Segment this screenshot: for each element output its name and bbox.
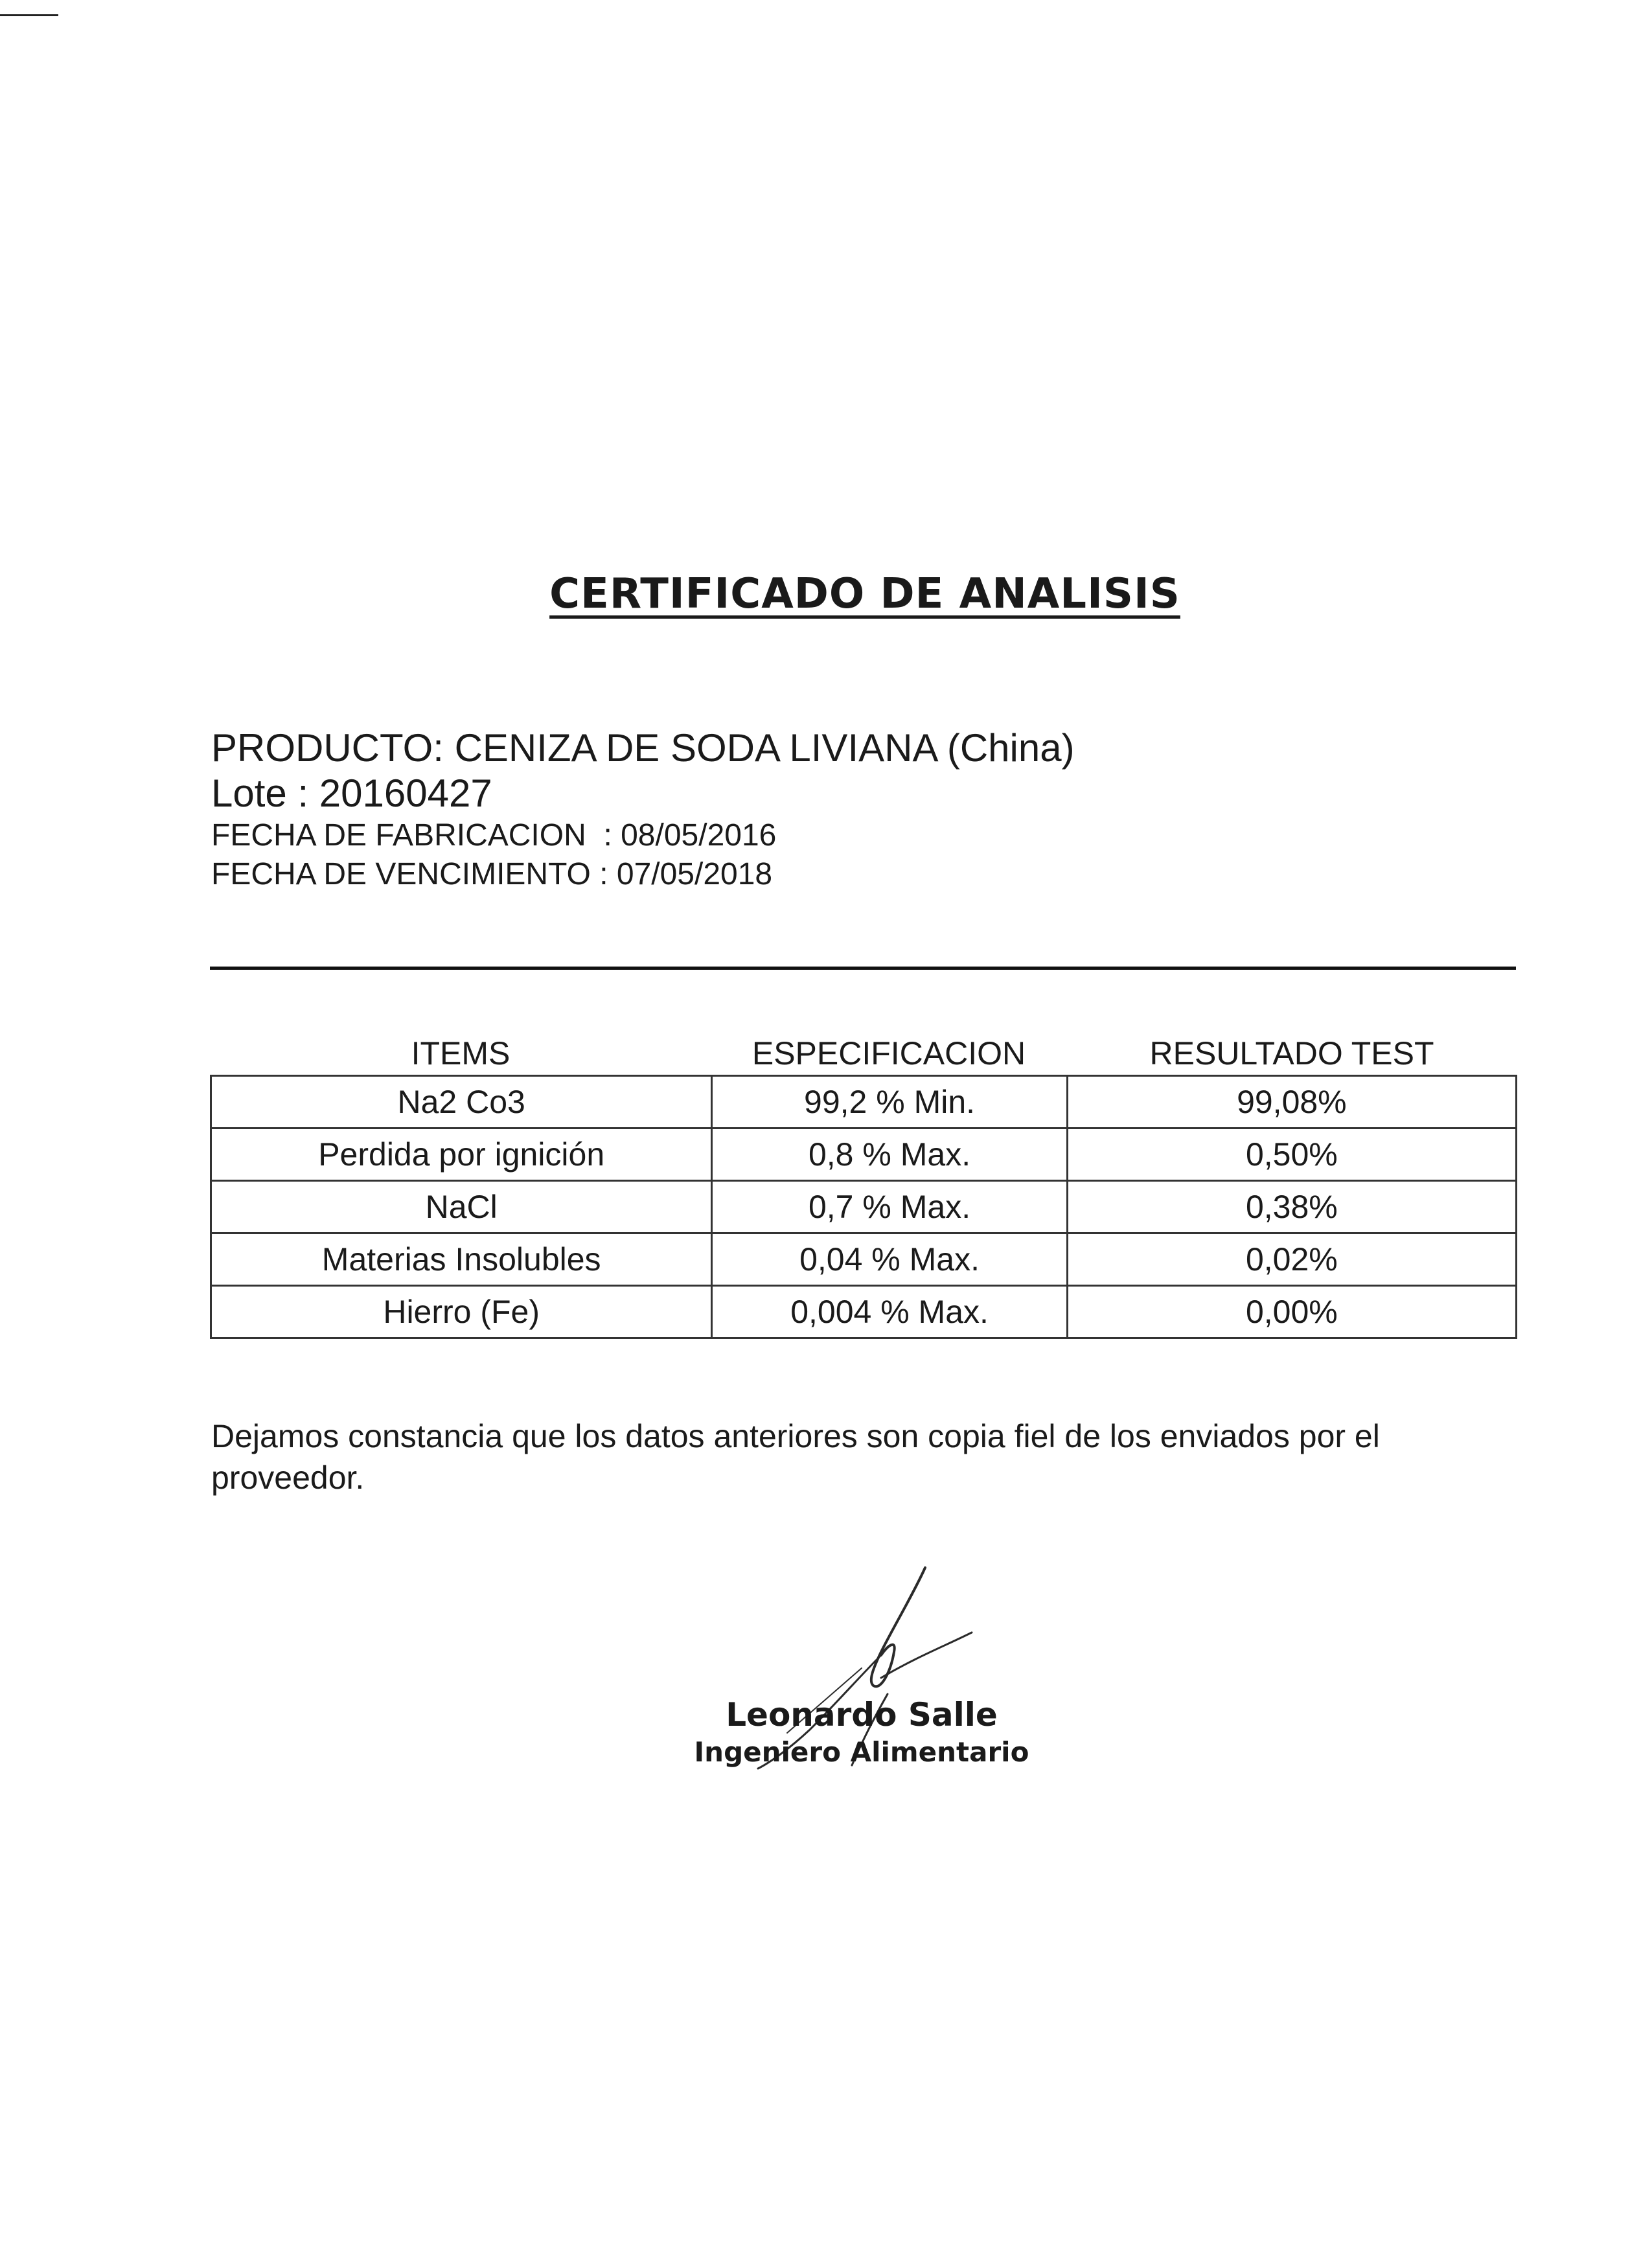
- header-items: ITEMS: [411, 1035, 511, 1071]
- supplier-statement: Dejamos constancia que los datos anteriores son copia fiel de los enviados por el proveedor.: [211, 1418, 1380, 1496]
- table-header: [210, 1027, 1517, 1075]
- table-row: [211, 1233, 1517, 1286]
- spec-cell: 0,8 % Max.: [712, 1128, 1067, 1181]
- item-cell: Materias Insolubles: [211, 1233, 712, 1286]
- spec-cell: 0,7 % Max.: [712, 1181, 1067, 1233]
- signatory-name: Leonardo Salle: [726, 1696, 998, 1734]
- analysis-grid: [210, 1075, 1517, 1339]
- result-cell: 0,50%: [1067, 1128, 1516, 1181]
- table-row: [211, 1181, 1517, 1233]
- horizontal-rule: [210, 967, 1516, 970]
- scan-edge-mark: [0, 14, 58, 16]
- table-row: [211, 1076, 1517, 1128]
- item-cell: Perdida por ignición: [211, 1128, 712, 1181]
- lot-line: Lote : 20160427: [211, 772, 492, 815]
- header-specification: ESPECIFICACION: [751, 1035, 1026, 1071]
- spec-cell: 0,04 % Max.: [712, 1233, 1067, 1286]
- item-cell: NaCl: [211, 1181, 712, 1233]
- table-row: [211, 1286, 1517, 1338]
- spec-cell: 0,004 % Max.: [712, 1286, 1067, 1338]
- expiry-date-line: FECHA DE VENCIMIENTO : 07/05/2018: [211, 857, 773, 891]
- analysis-table: [210, 1027, 1517, 1339]
- result-cell: 0,02%: [1067, 1233, 1516, 1286]
- header-result: RESULTADO TEST: [1149, 1035, 1434, 1071]
- result-cell: 99,08%: [1067, 1076, 1516, 1128]
- result-cell: 0,00%: [1067, 1286, 1516, 1338]
- item-cell: Na2 Co3: [211, 1076, 712, 1128]
- product-info: [211, 726, 1075, 894]
- result-cell: 0,38%: [1067, 1181, 1516, 1233]
- manufacture-date-line: FECHA DE FABRICACION : 08/05/2016: [211, 818, 777, 853]
- table-row: [211, 1128, 1517, 1181]
- product-line: PRODUCTO: CENIZA DE SODA LIVIANA (China): [211, 726, 1075, 770]
- signatory-role: Ingeniero Alimentario: [694, 1736, 1029, 1768]
- spec-cell: 99,2 % Min.: [712, 1076, 1067, 1128]
- page-title: CERTIFICADO DE ANALISIS: [549, 570, 1180, 618]
- item-cell: Hierro (Fe): [211, 1286, 712, 1338]
